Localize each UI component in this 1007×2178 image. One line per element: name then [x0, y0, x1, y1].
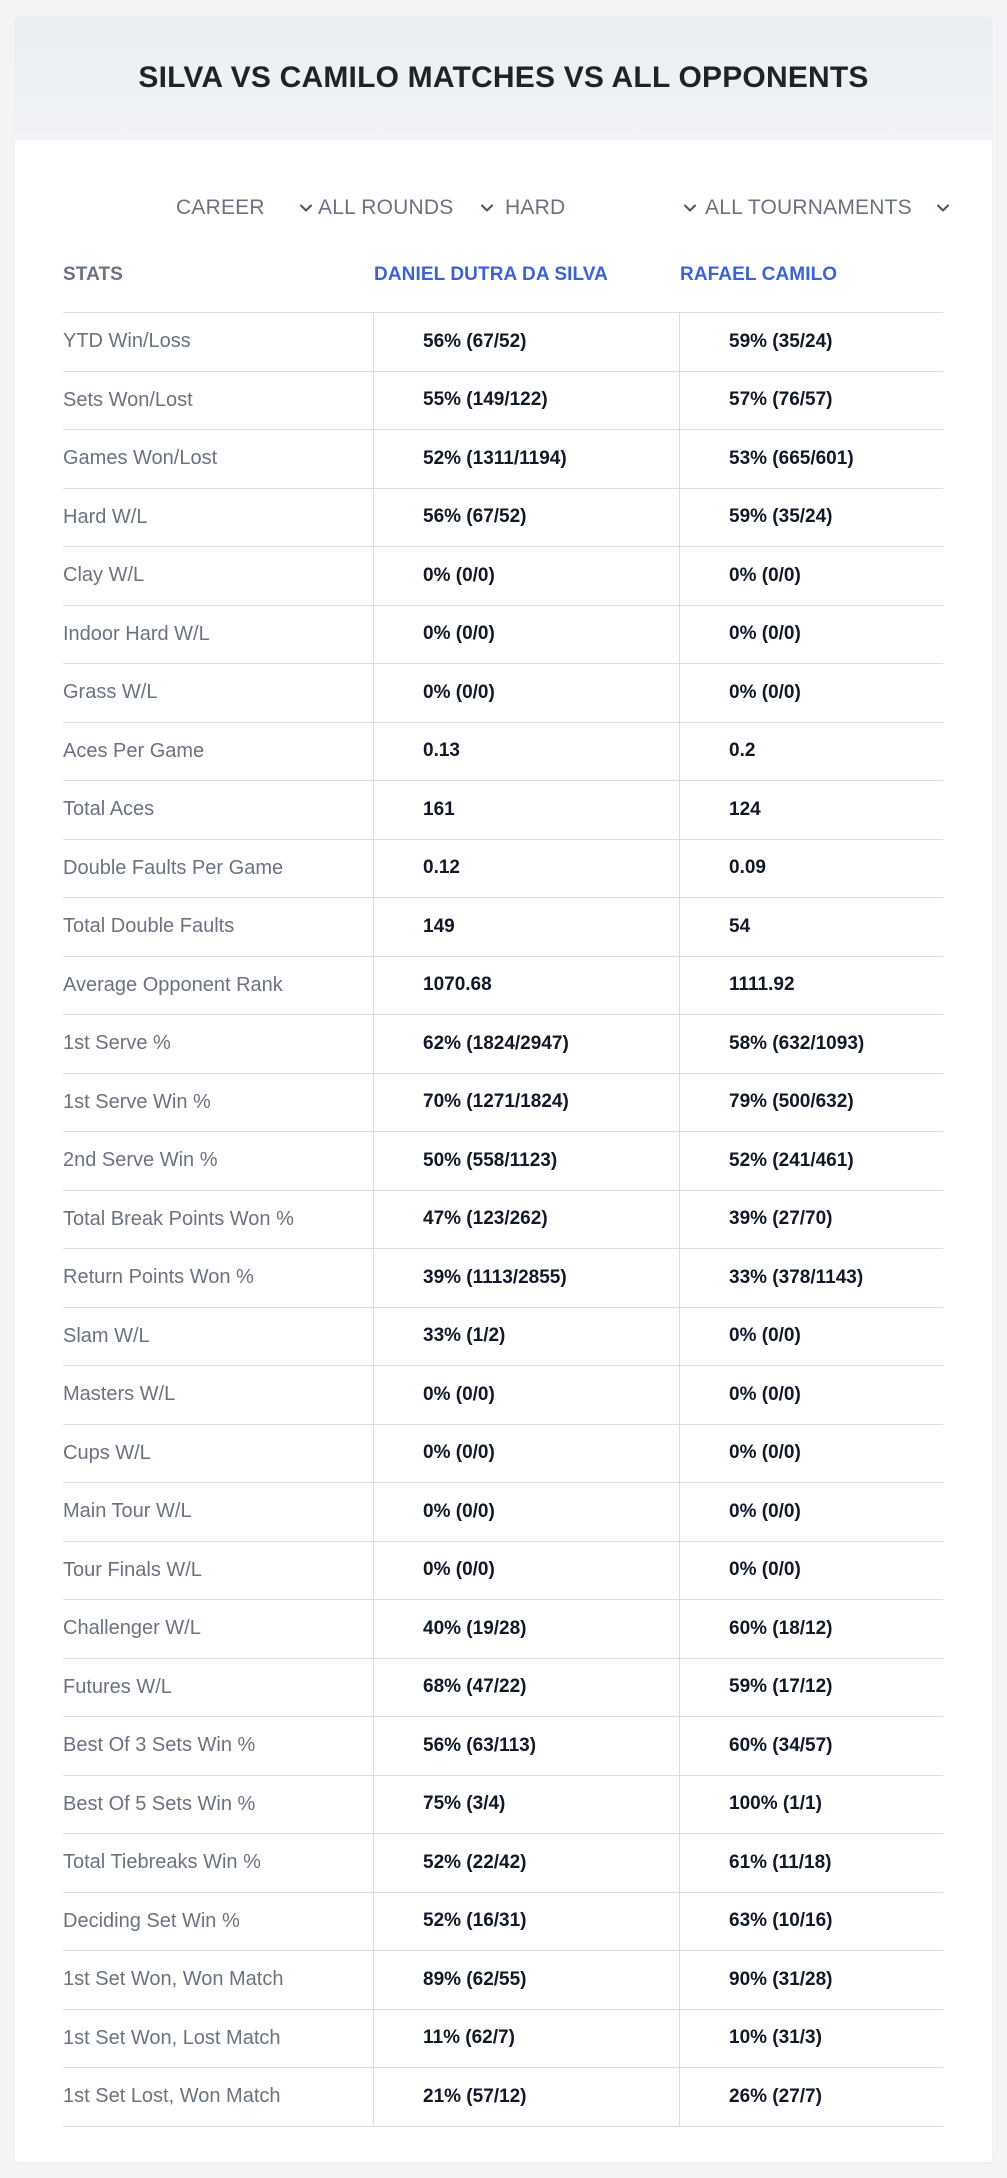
stat-label: Main Tour W/L [63, 1500, 192, 1523]
table-row [63, 1951, 943, 2010]
column-divider [679, 313, 680, 371]
table-row [63, 1366, 943, 1425]
player1-value: 52% (16/31) [423, 1910, 527, 1932]
player1-value: 0% (0/0) [423, 1383, 495, 1405]
player1-value: 0% (0/0) [423, 1559, 495, 1581]
column-divider [373, 1659, 374, 1717]
table-row [63, 1308, 943, 1367]
stat-label: Total Tiebreaks Win % [63, 1851, 261, 1874]
column-divider [679, 2010, 680, 2068]
player2-value: 0.2 [729, 740, 756, 762]
column-divider [679, 1074, 680, 1132]
player2-value: 0% (0/0) [729, 1325, 801, 1347]
player1-value: 0% (0/0) [423, 681, 495, 703]
column-divider [679, 2068, 680, 2126]
stat-label: 2nd Serve Win % [63, 1149, 218, 1172]
player2-value: 61% (11/18) [729, 1851, 832, 1873]
player2-value: 90% (31/28) [729, 1968, 833, 1990]
player2-value: 57% (76/57) [729, 389, 833, 411]
table-row [63, 489, 943, 548]
player1-value: 0% (0/0) [423, 1442, 495, 1464]
column-divider [373, 606, 374, 664]
column-divider [679, 1542, 680, 1600]
player2-value: 59% (35/24) [729, 330, 833, 352]
column-divider [373, 1074, 374, 1132]
column-divider [373, 1249, 374, 1307]
chevron-down-icon [296, 198, 316, 218]
column-divider [373, 2068, 374, 2126]
column-divider [679, 430, 680, 488]
stat-label: Deciding Set Win % [63, 1909, 240, 1932]
player1-value: 33% (1/2) [423, 1325, 506, 1347]
player2-value: 33% (378/1143) [729, 1266, 864, 1288]
column-divider [679, 1308, 680, 1366]
filter-surface-select[interactable] [505, 188, 701, 228]
column-divider [373, 1600, 374, 1658]
player1-value: 56% (67/52) [423, 506, 527, 528]
filter-tournaments-select[interactable] [705, 188, 960, 228]
column-divider [373, 547, 374, 605]
player1-value: 56% (63/113) [423, 1734, 537, 1756]
table-row [63, 606, 943, 665]
column-divider [373, 1132, 374, 1190]
player2-value: 0% (0/0) [729, 1500, 801, 1522]
column-divider [373, 1483, 374, 1541]
filter-label: ALL ROUNDS [318, 196, 454, 219]
column-divider [679, 489, 680, 547]
column-divider [679, 1366, 680, 1424]
player1-value: 39% (1113/2855) [423, 1266, 567, 1288]
chevron-down-icon [680, 198, 700, 218]
player1-value: 0% (0/0) [423, 564, 495, 586]
player2-value: 54 [729, 915, 751, 937]
player2-value: 59% (35/24) [729, 506, 833, 528]
player2-value: 60% (18/12) [729, 1617, 833, 1639]
table-row [63, 1425, 943, 1484]
column-header-player2-link[interactable]: RAFAEL CAMILO [680, 264, 838, 285]
stat-label: Best Of 3 Sets Win % [63, 1734, 256, 1757]
stat-label: Indoor Hard W/L [63, 622, 210, 645]
player2-value: 53% (665/601) [729, 447, 854, 469]
table-row [63, 957, 943, 1016]
filter-rounds-select[interactable] [318, 188, 498, 228]
player2-value: 0% (0/0) [729, 1559, 801, 1581]
column-divider [679, 1717, 680, 1775]
player2-value: 0.09 [729, 857, 766, 879]
filter-label: CAREER [176, 196, 265, 219]
column-divider [679, 1893, 680, 1951]
filter-career-select[interactable] [176, 188, 317, 228]
column-divider [373, 313, 374, 371]
column-divider [373, 781, 374, 839]
player2-value: 10% (31/3) [729, 2027, 822, 2049]
table-row [63, 781, 943, 840]
player1-value: 11% (62/7) [423, 2027, 515, 2049]
stat-label: Challenger W/L [63, 1617, 201, 1640]
table-row [63, 840, 943, 899]
column-divider [679, 1776, 680, 1834]
column-divider [373, 1015, 374, 1073]
stat-label: 1st Serve Win % [63, 1090, 211, 1113]
table-row [63, 2068, 943, 2127]
stat-label: Masters W/L [63, 1383, 176, 1406]
column-divider [679, 1951, 680, 2009]
filter-label: HARD [505, 196, 566, 219]
player1-value: 52% (22/42) [423, 1851, 527, 1873]
stats-table [63, 250, 943, 2127]
player1-value: 1070.68 [423, 974, 492, 996]
player2-value: 26% (27/7) [729, 2085, 822, 2107]
player2-value: 60% (34/57) [729, 1734, 833, 1756]
column-divider [373, 1951, 374, 2009]
player1-value: 68% (47/22) [423, 1676, 527, 1698]
stat-label: Double Faults Per Game [63, 856, 284, 879]
column-divider [373, 1834, 374, 1892]
player1-value: 149 [423, 915, 455, 937]
stat-label: Sets Won/Lost [63, 388, 193, 411]
column-divider [679, 957, 680, 1015]
table-row [63, 430, 943, 489]
stat-label: 1st Set Won, Won Match [63, 1968, 284, 1991]
column-divider [373, 1191, 374, 1249]
table-row [63, 1893, 943, 1952]
column-divider [373, 1893, 374, 1951]
column-divider [679, 1600, 680, 1658]
stat-label: Tour Finals W/L [63, 1558, 202, 1581]
table-row [63, 547, 943, 606]
stat-label: Games Won/Lost [63, 447, 218, 470]
column-divider [679, 372, 680, 430]
column-divider [373, 1542, 374, 1600]
column-divider [373, 1366, 374, 1424]
table-row [63, 1132, 943, 1191]
table-row [63, 898, 943, 957]
player1-value: 52% (1311/1194) [423, 447, 567, 469]
player1-value: 0% (0/0) [423, 1500, 495, 1522]
table-row [63, 1015, 943, 1074]
column-divider [373, 840, 374, 898]
player1-value: 70% (1271/1824) [423, 1091, 569, 1113]
stat-label: Return Points Won % [63, 1266, 254, 1289]
player1-value: 47% (123/262) [423, 1208, 548, 1230]
stat-label: Aces Per Game [63, 739, 205, 762]
table-row [63, 1834, 943, 1893]
column-divider [679, 547, 680, 605]
table-row [63, 1249, 943, 1308]
stat-label: 1st Set Lost, Won Match [63, 2085, 281, 2108]
column-divider [679, 1425, 680, 1483]
table-row [63, 723, 943, 782]
player1-value: 50% (558/1123) [423, 1149, 558, 1171]
table-row [63, 1776, 943, 1835]
chevron-down-icon [477, 198, 497, 218]
column-divider [679, 1483, 680, 1541]
table-row [63, 2010, 943, 2069]
stat-label: Total Break Points Won % [63, 1207, 294, 1230]
player1-value: 161 [423, 798, 455, 820]
column-divider [373, 723, 374, 781]
stat-label: Clay W/L [63, 564, 145, 587]
column-divider [679, 1659, 680, 1717]
player2-value: 0% (0/0) [729, 1383, 801, 1405]
column-header-player1-link[interactable]: DANIEL DUTRA DA SILVA [374, 264, 608, 285]
stat-label: Average Opponent Rank [63, 973, 283, 996]
column-divider [373, 489, 374, 547]
table-row [63, 1074, 943, 1133]
stat-label: Best Of 5 Sets Win % [63, 1792, 256, 1815]
player2-value: 0% (0/0) [729, 623, 801, 645]
column-divider [373, 430, 374, 488]
column-divider [373, 1308, 374, 1366]
column-divider [679, 898, 680, 956]
column-divider [373, 1425, 374, 1483]
player2-value: 100% (1/1) [729, 1793, 822, 1815]
column-divider [679, 664, 680, 722]
player1-value: 0.12 [423, 857, 460, 879]
player2-value: 59% (17/12) [729, 1676, 833, 1698]
stat-label: Futures W/L [63, 1675, 172, 1698]
column-divider [679, 606, 680, 664]
filter-label: ALL TOURNAMENTS [705, 196, 912, 219]
table-row [63, 1600, 943, 1659]
column-divider [679, 1132, 680, 1190]
stat-label: 1st Serve % [63, 1032, 171, 1055]
column-divider [679, 840, 680, 898]
column-divider [373, 957, 374, 1015]
table-row [63, 313, 943, 372]
stat-label: Grass W/L [63, 681, 158, 704]
column-divider [373, 1776, 374, 1834]
column-divider [679, 1191, 680, 1249]
player1-value: 89% (62/55) [423, 1968, 527, 1990]
column-divider [679, 1834, 680, 1892]
player2-value: 0% (0/0) [729, 1442, 801, 1464]
table-row [63, 1542, 943, 1601]
stat-label: YTD Win/Loss [63, 330, 191, 353]
table-header-row [63, 250, 943, 313]
filter-bar [15, 188, 992, 228]
column-divider [373, 372, 374, 430]
player2-value: 79% (500/632) [729, 1091, 854, 1113]
player2-value: 124 [729, 798, 761, 820]
player1-value: 56% (67/52) [423, 330, 527, 352]
column-divider [373, 2010, 374, 2068]
table-row [63, 1191, 943, 1250]
player2-value: 58% (632/1093) [729, 1032, 865, 1054]
player1-value: 55% (149/122) [423, 389, 548, 411]
stat-label: 1st Set Won, Lost Match [63, 2026, 281, 2049]
table-body [63, 313, 943, 2127]
player1-value: 21% (57/12) [423, 2085, 527, 2107]
player1-value: 75% (3/4) [423, 1793, 506, 1815]
player1-value: 0% (0/0) [423, 623, 495, 645]
table-row [63, 664, 943, 723]
stats-card [15, 16, 992, 2162]
player2-value: 0% (0/0) [729, 681, 801, 703]
table-row [63, 1483, 943, 1542]
column-divider [373, 664, 374, 722]
player2-value: 39% (27/70) [729, 1208, 833, 1230]
table-row [63, 1717, 943, 1776]
player2-value: 1111.92 [729, 974, 795, 996]
table-row [63, 372, 943, 431]
column-divider [679, 723, 680, 781]
player1-value: 62% (1824/2947) [423, 1032, 569, 1054]
card-header [15, 16, 992, 140]
stat-label: Cups W/L [63, 1441, 151, 1464]
stat-label: Total Double Faults [63, 915, 235, 938]
stat-label: Total Aces [63, 798, 155, 821]
page-title: SILVA VS CAMILO MATCHES VS ALL OPPONENTS [138, 61, 869, 94]
column-divider [373, 1717, 374, 1775]
column-divider [679, 1015, 680, 1073]
player2-value: 63% (10/16) [729, 1910, 833, 1932]
player1-value: 0.13 [423, 740, 460, 762]
column-divider [679, 1249, 680, 1307]
stat-label: Slam W/L [63, 1324, 150, 1347]
column-divider [679, 781, 680, 839]
table-row [63, 1659, 943, 1718]
player2-value: 0% (0/0) [729, 564, 801, 586]
player2-value: 52% (241/461) [729, 1149, 854, 1171]
column-divider [373, 898, 374, 956]
player1-value: 40% (19/28) [423, 1617, 527, 1639]
stat-label: Hard W/L [63, 505, 148, 528]
chevron-down-icon [933, 198, 953, 218]
column-header-stats: STATS [63, 264, 123, 285]
